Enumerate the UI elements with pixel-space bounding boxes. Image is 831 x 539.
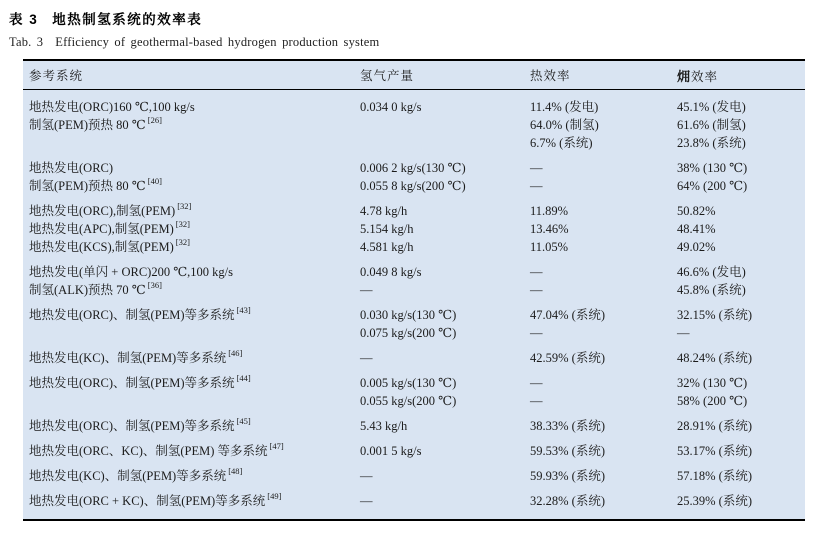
exergy-efficiency-value: 32.15% (系统)	[677, 307, 752, 322]
hydrogen-output-cell	[360, 263, 530, 299]
exergy-efficiency-value: 64% (200 ℃)	[677, 178, 748, 193]
exergy-efficiency-value: 25.39% (系统)	[677, 493, 752, 508]
exergy-efficiency-cell	[677, 442, 805, 460]
hydrogen-output-cell	[360, 306, 530, 342]
system-text: 地热发电(KCS),制氢(PEM)	[29, 239, 174, 254]
exergy-efficiency-cell	[677, 263, 805, 299]
reference-system-cell	[23, 202, 360, 256]
citation-ref: [45]	[236, 416, 251, 427]
exergy-efficiency-value: 38% (130 ℃)	[677, 160, 748, 175]
thermal-efficiency-cell	[530, 98, 677, 152]
reference-system-cell	[23, 467, 360, 485]
reference-system-cell	[23, 98, 360, 152]
hydrogen-output-value: 0.075 kg/s(200 ℃)	[360, 325, 457, 340]
system-line	[29, 202, 360, 220]
system-line	[29, 159, 360, 177]
citation-ref: [32]	[175, 237, 190, 248]
system-text: 地热发电(ORC)、制氢(PEM)等多系统	[29, 418, 235, 433]
system-text: 地热发电(ORC)、制氢(PEM)等多系统	[29, 307, 235, 322]
thermal-efficiency-value: —	[530, 393, 543, 408]
thermal-efficiency-value: 11.89%	[530, 203, 569, 218]
thermal-efficiency-value: —	[530, 375, 543, 390]
exergy-efficiency-cell	[677, 159, 805, 195]
thermal-efficiency-value: —	[530, 264, 543, 279]
table-caption-en-label: Tab. 3	[9, 35, 44, 49]
reference-system-cell	[23, 492, 360, 510]
table-row	[23, 345, 805, 370]
thermal-efficiency-cell	[530, 349, 677, 367]
system-text: 地热发电(ORC + KC)、制氢(PEM)等多系统	[29, 493, 266, 508]
system-line	[29, 417, 360, 435]
exergy-efficiency-value: 61.6% (制氢)	[677, 117, 746, 132]
system-text: 地热发电(ORC)160 ℃,100 kg/s	[29, 99, 195, 114]
thermal-efficiency-value: —	[530, 178, 543, 193]
thermal-efficiency-cell	[530, 442, 677, 460]
system-line	[29, 306, 360, 324]
table-figure	[9, 8, 821, 521]
thermal-efficiency-cell	[530, 263, 677, 299]
exergy-efficiency-cell	[677, 467, 805, 485]
table-caption-cn-text: 地热制氢系统的效率表	[52, 12, 203, 27]
exergy-efficiency-cell	[677, 349, 805, 367]
system-text: 地热发电(ORC)、制氢(PEM)等多系统	[29, 375, 235, 390]
hydrogen-output-cell	[360, 492, 530, 510]
hydrogen-output-value: 0.034 0 kg/s	[360, 99, 422, 114]
system-line	[29, 467, 360, 485]
exergy-efficiency-cell	[677, 98, 805, 152]
table-caption-en-text: Efficiency of geothermal-based hydrogen production system	[55, 35, 380, 49]
thermal-efficiency-value: —	[530, 160, 543, 175]
exergy-suffix: 效率	[691, 69, 719, 84]
efficiency-table	[23, 59, 805, 521]
thermal-efficiency-value: 64.0% (制氢)	[530, 117, 599, 132]
reference-system-cell	[23, 159, 360, 195]
table-row	[23, 155, 805, 198]
table-body	[23, 90, 805, 521]
table-row	[23, 198, 805, 259]
exergy-efficiency-cell	[677, 306, 805, 342]
reference-system-cell	[23, 263, 360, 299]
table-caption-cn	[9, 8, 821, 28]
thermal-efficiency-value: 11.4% (发电)	[530, 99, 599, 114]
reference-system-cell	[23, 349, 360, 367]
thermal-efficiency-value: 13.46%	[530, 221, 569, 236]
hydrogen-output-value: —	[360, 493, 373, 508]
hydrogen-output-cell	[360, 349, 530, 367]
thermal-efficiency-value: 11.05%	[530, 239, 569, 254]
table-row	[23, 94, 805, 155]
thermal-efficiency-value: 47.04% (系统)	[530, 307, 605, 322]
thermal-efficiency-value: —	[530, 325, 543, 340]
thermal-efficiency-cell	[530, 202, 677, 256]
exergy-efficiency-cell	[677, 417, 805, 435]
system-text: 地热发电(单闪 + ORC)200 ℃,100 kg/s	[29, 264, 234, 279]
citation-ref: [26]	[147, 115, 162, 126]
hydrogen-output-value: 5.154 kg/h	[360, 221, 414, 236]
system-line	[29, 220, 360, 238]
system-text: 地热发电(KC)、制氢(PEM)等多系统	[29, 350, 227, 365]
system-line	[29, 374, 360, 392]
citation-ref: [32]	[177, 201, 192, 212]
system-line	[29, 177, 360, 195]
system-text: 地热发电(KC)、制氢(PEM)等多系统	[29, 468, 227, 483]
exergy-efficiency-value: 58% (200 ℃)	[677, 393, 748, 408]
hydrogen-output-value: 0.055 8 kg/s(200 ℃)	[360, 178, 466, 193]
exergy-efficiency-value: 57.18% (系统)	[677, 468, 752, 483]
citation-ref: [48]	[228, 466, 243, 477]
table-caption-cn-label: 表 3	[9, 12, 39, 27]
thermal-efficiency-cell	[530, 306, 677, 342]
exergy-efficiency-value: 49.02%	[677, 239, 716, 254]
header-exergy-efficiency	[677, 66, 805, 85]
thermal-efficiency-cell	[530, 374, 677, 410]
hydrogen-output-cell	[360, 467, 530, 485]
hydrogen-output-cell	[360, 442, 530, 460]
exergy-efficiency-value: 50.82%	[677, 203, 716, 218]
hydrogen-output-value: 0.005 kg/s(130 ℃)	[360, 375, 457, 390]
thermal-efficiency-cell	[530, 159, 677, 195]
system-line	[29, 349, 360, 367]
system-line	[29, 492, 360, 510]
reference-system-cell	[23, 442, 360, 460]
system-line	[29, 98, 360, 116]
exergy-efficiency-value: 45.8% (系统)	[677, 282, 746, 297]
header-thermal-efficiency: 热效率	[530, 69, 571, 83]
thermal-efficiency-value: 59.53% (系统)	[530, 443, 605, 458]
system-text: 制氢(ALK)预热 70 ℃	[29, 282, 146, 297]
hydrogen-output-value: 0.049 8 kg/s	[360, 264, 422, 279]
exergy-efficiency-value: 28.91% (系统)	[677, 418, 752, 433]
table-row	[23, 302, 805, 345]
citation-ref: [36]	[147, 280, 162, 291]
hydrogen-output-cell	[360, 417, 530, 435]
citation-ref: [49]	[267, 491, 282, 502]
system-line	[29, 263, 360, 281]
system-text: 制氢(PEM)预热 80 ℃	[29, 117, 146, 132]
thermal-efficiency-value: 59.93% (系统)	[530, 468, 605, 483]
hydrogen-output-value: 0.030 kg/s(130 ℃)	[360, 307, 457, 322]
table-row	[23, 488, 805, 513]
system-line	[29, 442, 360, 460]
hydrogen-output-value: —	[360, 282, 373, 297]
table-row	[23, 413, 805, 438]
exergy-efficiency-value: 32% (130 ℃)	[677, 375, 748, 390]
system-text: 地热发电(APC),制氢(PEM)	[29, 221, 174, 236]
system-text: 制氢(PEM)预热 80 ℃	[29, 178, 146, 193]
system-text: 地热发电(ORC、KC)、制氢(PEM) 等多系统	[29, 443, 268, 458]
reference-system-cell	[23, 374, 360, 410]
thermal-efficiency-cell	[530, 492, 677, 510]
hydrogen-output-value: 5.43 kg/h	[360, 418, 408, 433]
hydrogen-output-cell	[360, 159, 530, 195]
exergy-efficiency-cell	[677, 492, 805, 510]
exergy-efficiency-value: 53.17% (系统)	[677, 443, 752, 458]
system-line	[29, 116, 360, 134]
system-text: 地热发电(ORC),制氢(PEM)	[29, 203, 176, 218]
hydrogen-output-value: 0.006 2 kg/s(130 ℃)	[360, 160, 466, 175]
thermal-efficiency-value: 32.28% (系统)	[530, 493, 605, 508]
exergy-efficiency-cell	[677, 202, 805, 256]
table-caption-en	[9, 35, 821, 50]
exergy-efficiency-value: 23.8% (系统)	[677, 135, 746, 150]
hydrogen-output-value: 0.001 5 kg/s	[360, 443, 422, 458]
exergy-efficiency-value: 48.41%	[677, 221, 716, 236]
hydrogen-output-value: 0.055 kg/s(200 ℃)	[360, 393, 457, 408]
thermal-efficiency-value: —	[530, 282, 543, 297]
system-text: 地热发电(ORC)	[29, 160, 114, 175]
thermal-efficiency-value: 42.59% (系统)	[530, 350, 605, 365]
table-header-row	[23, 59, 805, 90]
citation-ref: [47]	[269, 441, 284, 452]
table-row	[23, 438, 805, 463]
reference-system-cell	[23, 417, 360, 435]
hydrogen-output-cell	[360, 202, 530, 256]
hydrogen-output-value: 4.581 kg/h	[360, 239, 414, 254]
hydrogen-output-cell	[360, 374, 530, 410]
system-line	[29, 238, 360, 256]
citation-ref: [32]	[175, 219, 190, 230]
exergy-efficiency-value: —	[677, 325, 690, 340]
table-row	[23, 463, 805, 488]
thermal-efficiency-value: 6.7% (系统)	[530, 135, 593, 150]
header-hydrogen-output: 氢气产量	[360, 69, 415, 83]
table-row	[23, 259, 805, 302]
hydrogen-output-value: 4.78 kg/h	[360, 203, 408, 218]
exergy-character: 㶲	[677, 68, 692, 84]
reference-system-cell	[23, 306, 360, 342]
exergy-efficiency-value: 48.24% (系统)	[677, 350, 752, 365]
hydrogen-output-value: —	[360, 468, 373, 483]
exergy-efficiency-value: 46.6% (发电)	[677, 264, 746, 279]
header-reference-system: 参考系统	[29, 69, 84, 83]
table-row	[23, 370, 805, 413]
citation-ref: [46]	[228, 348, 243, 359]
citation-ref: [40]	[147, 176, 162, 187]
system-line	[29, 281, 360, 299]
thermal-efficiency-cell	[530, 417, 677, 435]
hydrogen-output-cell	[360, 98, 530, 152]
thermal-efficiency-cell	[530, 467, 677, 485]
citation-ref: [44]	[236, 373, 251, 384]
thermal-efficiency-value: 38.33% (系统)	[530, 418, 605, 433]
citation-ref: [43]	[236, 305, 251, 316]
exergy-efficiency-value: 45.1% (发电)	[677, 99, 746, 114]
hydrogen-output-value: —	[360, 350, 373, 365]
exergy-efficiency-cell	[677, 374, 805, 410]
